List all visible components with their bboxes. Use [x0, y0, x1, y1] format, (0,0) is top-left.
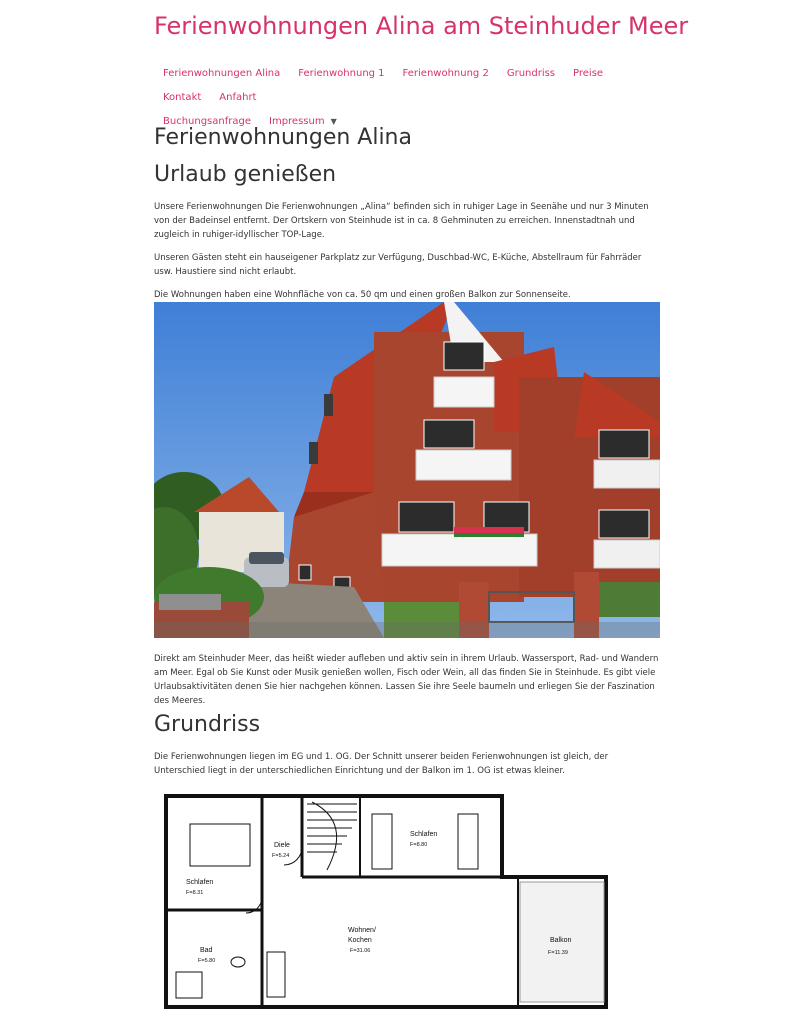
nav-item-ferienwohnungen-alina[interactable]: Ferienwohnungen Alina [163, 68, 281, 79]
intro-paragraph-1: Unsere Ferienwohnungen Die Ferienwohnungen „Alina“ befinden sich in ruhiger Lage in Seenähe und nur 3 Minuten von der Badeinsel entfernt. Der Ortskern von Steinhude ist in ca. 8 Gehminuten zu erreichen. Innenstadtnah und zugleich in ruhiger-idyllischer TOP-Lage. [154, 202, 649, 240]
room-label-schlafen-1: Schlafen [410, 831, 438, 838]
room-label-wohnen: Wohnen/ [348, 927, 376, 934]
room-label-balkon: Balkon [550, 937, 572, 944]
nav-item-grundriss[interactable]: Grundriss [506, 68, 556, 79]
page-title: Ferienwohnungen Alina [154, 125, 412, 150]
nav-item-anfahrt[interactable]: Anfahrt [219, 92, 257, 103]
section-title-urlaub: Urlaub genießen [154, 162, 337, 187]
room-label-schlafen-2: Schlafen [186, 879, 214, 886]
dropdown-arrow-icon[interactable]: ▼ [330, 117, 337, 126]
nav-item-preise[interactable]: Preise [573, 68, 604, 79]
main-content [154, 122, 662, 302]
room-area-schlafen-1: F=8.80 [410, 842, 428, 848]
house-photo [154, 302, 660, 638]
nav-item-kontakt[interactable]: Kontakt [163, 92, 202, 103]
intro-paragraph-2: Unseren Gästen steht ein hauseigener Parkplatz zur Verfügung, Duschbad-WC, E-Küche, Abstellraum für Fahrräder usw. Haustiere sind nicht erlaubt. [154, 253, 642, 277]
site-title[interactable]: Ferienwohnungen Alina am Steinhuder Meer [154, 12, 689, 40]
room-area-wohnen: F=31.06 [350, 948, 371, 954]
after-photo-paragraph: Direkt am Steinhuder Meer, das heißt wieder aufleben und aktiv sein in ihrem Urlaub. Wassersport, Rad- und Wandern am Meer. Egal ob Sie Kunst oder Musik genießen wollen, Fisch oder Wein, all das finden Sie in Steinhude. Es gibt viele Urlaubsaktivitäten denen Sie hier nachgehen können. Lassen Sie ihre Seele baumeln und erliegen Sie der Faszination des Meeres. [154, 654, 659, 706]
grundriss-paragraph: Die Ferienwohnungen liegen im EG und 1. OG. Der Schnitt unserer beiden Ferienwohnungen ist gleich, der Unterschied liegt in der unterschiedlichen Einrichtung und der Balkon im 1. OG ist etwas kleiner. [154, 752, 609, 776]
room-label-kochen: Kochen [348, 937, 372, 944]
floor-plan [162, 792, 610, 1012]
room-label-bad: Bad [200, 947, 213, 954]
room-label-diele: Diele [274, 842, 290, 849]
section-title-grundriss: Grundriss [154, 712, 261, 737]
room-area-balkon: F=11.39 [548, 950, 568, 956]
nav-item-ferienwohnung-1[interactable]: Ferienwohnung 1 [298, 68, 385, 79]
nav-item-ferienwohnung-2[interactable]: Ferienwohnung 2 [402, 68, 489, 79]
room-area-bad: F=5.80 [198, 958, 216, 964]
nav-item-buchungsanfrage[interactable]: Buchungsanfrage [163, 116, 251, 127]
room-area-diele: F=5.24 [272, 853, 290, 859]
room-area-schlafen-2: F=8.31 [186, 890, 204, 896]
nav-item-impressum-label: Impressum [269, 116, 325, 127]
intro-paragraph-3: Die Wohnungen haben eine Wohnfläche von ca. 50 qm und einen großen Balkon zur Sonnenseite. [154, 290, 571, 300]
